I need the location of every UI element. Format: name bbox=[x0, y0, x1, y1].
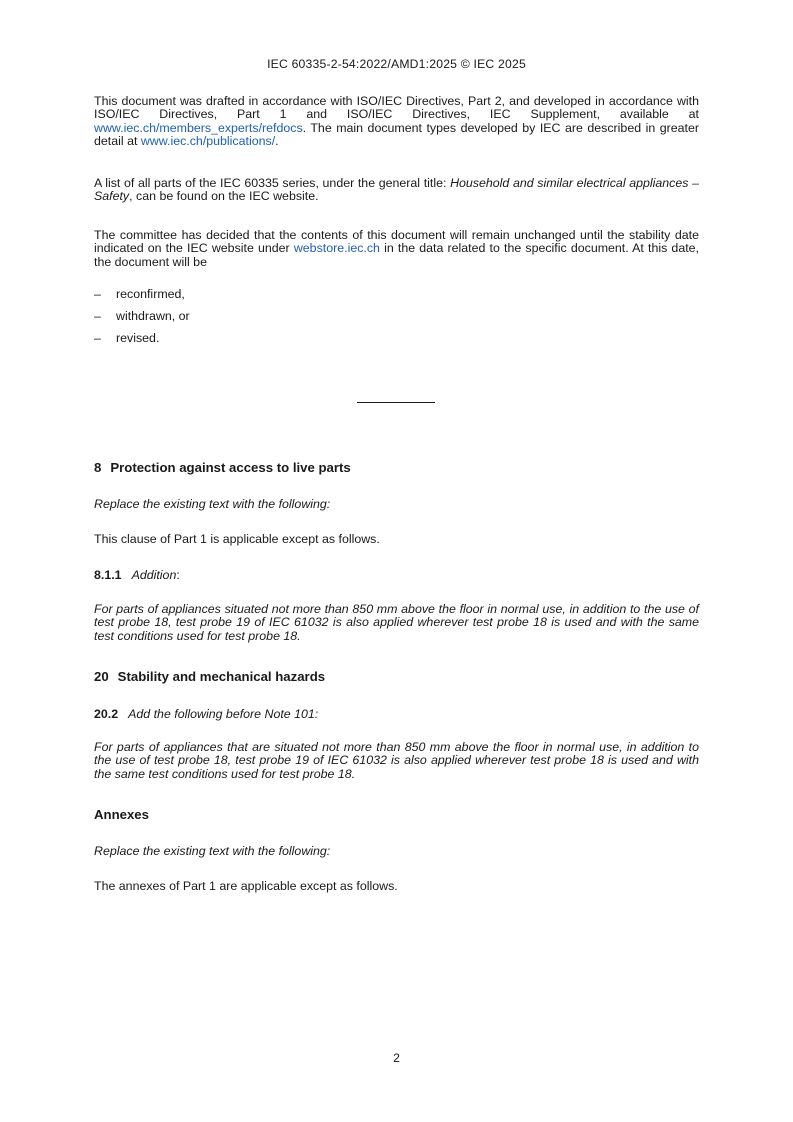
clause-8-text: This clause of Part 1 is applicable except as follows. bbox=[94, 532, 380, 546]
subclause-number: 20.2 bbox=[94, 707, 119, 721]
subclause-label: Add the following before Note 101: bbox=[128, 707, 319, 721]
annexes-instruction: Replace the existing text with the following: bbox=[94, 844, 331, 858]
subclause-colon: : bbox=[176, 568, 180, 582]
subclause-label: Addition bbox=[131, 568, 177, 582]
list-item-text: reconfirmed, bbox=[116, 287, 185, 301]
page-header: IEC 60335-2-54:2022/AMD1:2025 © IEC 2025 bbox=[267, 57, 526, 71]
clause-8-instruction: Replace the existing text with the following: bbox=[94, 497, 331, 511]
intro-text: A list of all parts of the IEC 60335 series, under the general title: bbox=[94, 176, 451, 190]
page-number: 2 bbox=[393, 1051, 400, 1065]
list-item-text: withdrawn, or bbox=[116, 309, 190, 323]
intro-text: The committee has decided that the contents of this document will remain unchanged until the stability date indicated on the IEC website under bbox=[94, 228, 699, 256]
annexes-heading: Annexes bbox=[94, 807, 149, 822]
clause-heading-8 bbox=[94, 460, 699, 475]
document-page bbox=[94, 0, 699, 1122]
annexes-text: The annexes of Part 1 are applicable except as follows. bbox=[94, 879, 398, 893]
clause-number: 20 bbox=[94, 669, 109, 684]
intro-text: . bbox=[275, 134, 279, 149]
refdocs-link[interactable]: www.iec.ch/members_experts/refdocs bbox=[94, 120, 303, 135]
list-dash: – bbox=[94, 331, 101, 345]
intro-paragraph-stability bbox=[94, 229, 699, 269]
clause-title: Protection against access to live parts bbox=[110, 460, 351, 475]
intro-text: This document was drafted in accordance with ISO/IEC Directives, Part 2, and developed in accordance with ISO/IEC Directives, Part 1 and ISO/IEC Directives, IEC Supplement, available at bbox=[94, 94, 699, 122]
webstore-link[interactable]: webstore.iec.ch bbox=[293, 241, 380, 256]
subclause-heading-20-2 bbox=[94, 707, 699, 721]
intro-text: , can be found on the IEC website. bbox=[129, 189, 319, 204]
intro-text: . The main document types developed by IEC are described in greater detail at bbox=[94, 120, 699, 149]
list-dash: – bbox=[94, 287, 101, 301]
subclause-number: 8.1.1 bbox=[94, 568, 122, 582]
series-title: Household and similar electrical appliances – Safety bbox=[94, 176, 699, 204]
intro-text: in the data related to the specific document. At this date, the document will be bbox=[94, 241, 699, 269]
subclause-8-1-1-text: For parts of appliances situated not more than 850 mm above the floor in normal use, in addition to the use of test probe 18, test probe 19 of IEC 61032 is also applied wherever test probe 18 is used and with the same test conditions used for test probe 18. bbox=[94, 602, 699, 643]
clause-heading-20 bbox=[94, 669, 699, 684]
list-item-text: revised. bbox=[116, 331, 160, 345]
subclause-heading-8-1-1 bbox=[94, 568, 699, 582]
publications-link[interactable]: www.iec.ch/publications/ bbox=[140, 134, 276, 149]
intro-paragraph-series bbox=[94, 177, 699, 204]
section-separator bbox=[357, 402, 435, 403]
subclause-20-2-text: For parts of appliances that are situated not more than 850 mm above the floor in normal use, in addition to the use of test probe 18, test probe 19 of IEC 61032 is also applied wherever test probe 18 is used and with the same test conditions used for test probe 18. bbox=[94, 740, 699, 781]
intro-paragraph-directives bbox=[94, 95, 699, 149]
clause-title: Stability and mechanical hazards bbox=[117, 669, 326, 684]
list-dash: – bbox=[94, 309, 101, 323]
clause-number: 8 bbox=[94, 460, 102, 475]
